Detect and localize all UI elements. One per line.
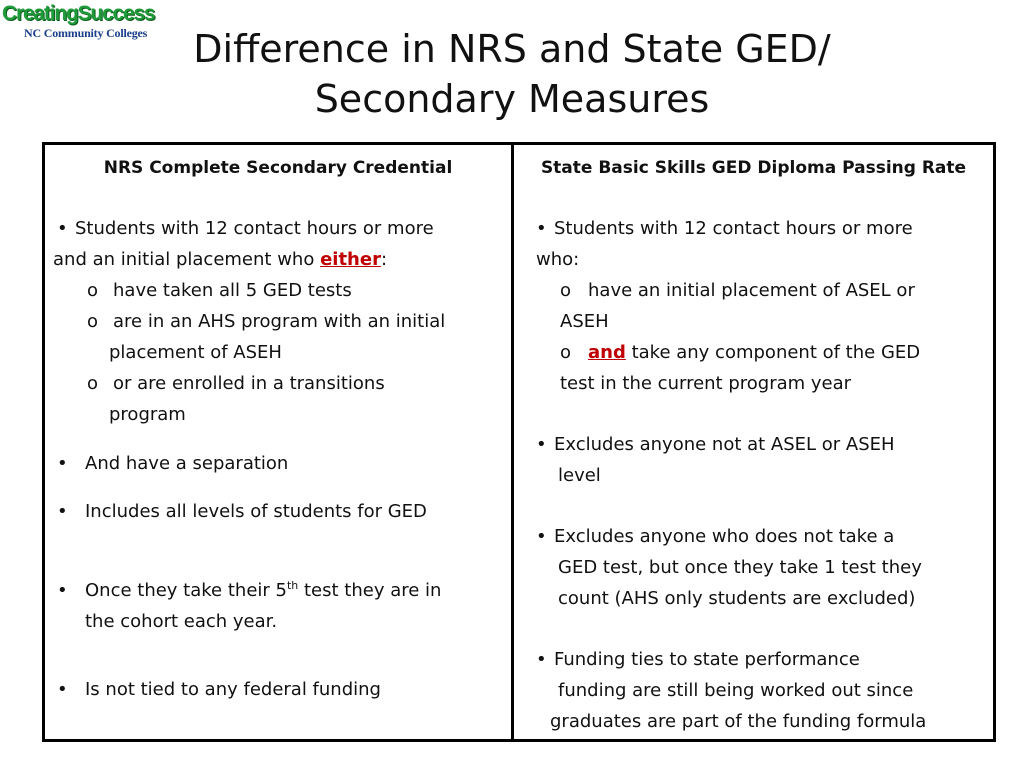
colon-text: : <box>380 249 388 270</box>
state-bullet3-line3: count (AHS only students are excluded) <box>558 588 916 609</box>
bullet-marker: • <box>536 434 547 455</box>
nrs-bullet4-line2: the cohort each year. <box>85 611 278 632</box>
sub-marker: o <box>87 373 99 394</box>
slide-title-line1: Difference in NRS and State GED/ <box>193 27 831 71</box>
bullet-marker: • <box>536 649 547 670</box>
state-bullet3-line1: Excludes anyone who does not take a <box>554 526 895 547</box>
nrs-column-heading: NRS Complete Secondary Credential <box>103 158 453 178</box>
state-sub2-line1 <box>588 337 920 368</box>
nrs-bullet1-line1: Students with 12 contact hours or more <box>75 218 434 239</box>
nrs-bullet5: Is not tied to any federal funding <box>85 679 381 700</box>
nrs-column <box>45 145 514 739</box>
state-sub2-line2: test in the current program year <box>560 373 852 394</box>
slide-title-line2: Secondary Measures <box>314 77 710 121</box>
bullet-marker: • <box>57 218 68 239</box>
sub-marker: o <box>560 280 572 301</box>
state-sub1-line1: have an initial placement of ASEL or <box>588 280 915 301</box>
nrs-bullet1-line2 <box>53 244 387 275</box>
nrs-bullet4-pre: Once they take their 5 <box>85 580 287 601</box>
nrs-bullet2: And have a separation <box>85 453 289 474</box>
nrs-bullet4-post: test they are in <box>298 580 442 601</box>
nrs-bullet1-line2-text: and an initial placement who <box>53 249 321 270</box>
nrs-bullet3: Includes all levels of students for GED <box>85 501 427 522</box>
state-bullet4-line1: Funding ties to state performance <box>554 649 860 670</box>
nrs-sub2-line2: placement of ASEH <box>109 342 282 363</box>
state-bullet2-line2: level <box>558 465 601 486</box>
state-bullet4-line3: graduates are part of the funding formula <box>550 711 927 732</box>
sub-marker: o <box>560 342 572 363</box>
bullet-marker: • <box>57 679 68 700</box>
logo-sub-text: NC Community Colleges <box>24 26 148 40</box>
state-bullet4-line2: funding are still being worked out since <box>558 680 914 701</box>
and-emphasis: and <box>588 342 626 363</box>
nrs-sub3-line1: or are enrolled in a transitions <box>113 373 385 394</box>
nrs-sub1: have taken all 5 GED tests <box>113 280 352 301</box>
ordinal-suffix: th <box>286 579 299 592</box>
bullet-marker: • <box>57 453 68 474</box>
bullet-marker: • <box>57 580 68 601</box>
sub-marker: o <box>87 280 99 301</box>
state-sub2-post: take any component of the GED <box>625 342 921 363</box>
state-column-heading: State Basic Skills GED Diploma Passing Rate <box>540 158 967 178</box>
state-sub1-line2: ASEH <box>560 311 609 332</box>
state-column <box>514 145 993 739</box>
nrs-bullet4-line1 <box>85 575 441 606</box>
bullet-marker: • <box>536 526 547 547</box>
state-bullet1-line2: who: <box>536 249 580 270</box>
slide-title <box>120 24 904 124</box>
either-emphasis: either <box>320 249 381 270</box>
logo-main-text: CreatingSuccess <box>2 2 155 25</box>
bullet-marker: • <box>536 218 547 239</box>
nrs-sub3-line2: program <box>109 404 186 425</box>
state-bullet1-line1: Students with 12 contact hours or more <box>554 218 913 239</box>
sub-marker: o <box>87 311 99 332</box>
nrs-sub2-line1: are in an AHS program with an initial <box>113 311 446 332</box>
bullet-marker: • <box>57 501 68 522</box>
comparison-table <box>42 142 996 742</box>
state-bullet2-line1: Excludes anyone not at ASEL or ASEH <box>554 434 895 455</box>
state-bullet3-line2: GED test, but once they take 1 test they <box>558 557 922 578</box>
